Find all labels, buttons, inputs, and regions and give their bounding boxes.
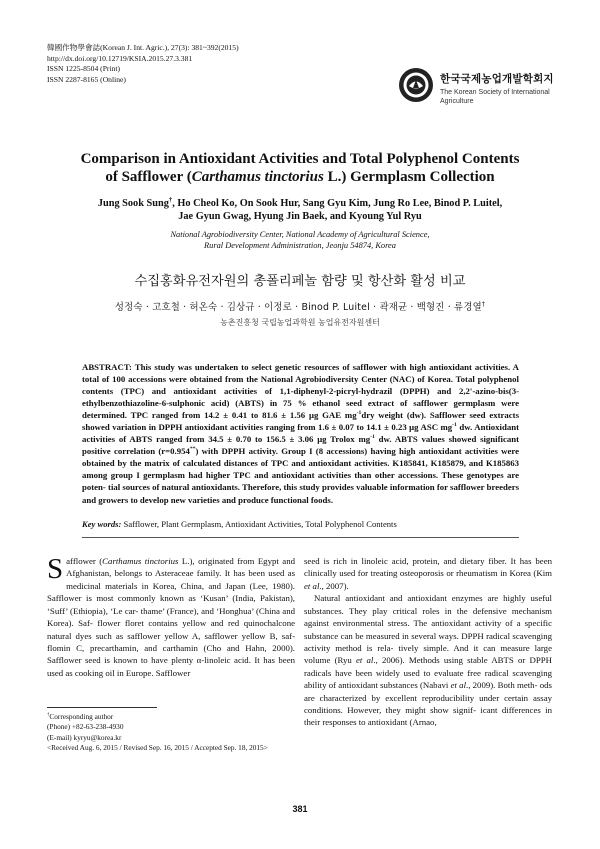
contact-phone: (Phone) +82-63-238-4930 — [47, 722, 124, 732]
section-divider — [82, 537, 519, 538]
page-number: 381 — [292, 804, 308, 814]
intro-paragraph: Safflower (Carthamus tinctorius L.), originated from Egypt and Afghanistan, belongs to Asteraceae family. It has been used as medicinal materials in Korea, China, and Japan (Lee, 1980). Safflower is most commonly known as ‘Kusan’ (India, Pakistan), ‘Suff’ (Ethiopia), ‘Le car- thame’ (France), and ‘Honghua’ (China and Korea). Saf- flower floret contains yellow and red quinochalcone natural dyes such as safflower yellow A, safflower yellow B, saf- flomin C, precarthamin, and carthamin (Cho and Hahn, 2000). Safflower seed is known to have plenty α-linoleic acid. It has been used as cooking oil in Europe. Safflower — [47, 553, 296, 678]
korean-title: 수집홍화유전자원의 총폴리페놀 함량 및 항산화 활성 비교 — [134, 274, 466, 289]
keywords-text: Safflower, Plant Germplasm, Antioxidant Activities, Total Polyphenol Contents — [123, 519, 397, 529]
doi-link[interactable]: http://dx.doi.org/10.12719/KSIA.2015.27.3.381 — [47, 53, 193, 63]
received-dates: <Received Aug. 6, 2015 / Revised Sep. 16, 2015 / Accepted Sep. 18, 2015> — [47, 743, 268, 753]
drop-cap: S — [47, 553, 64, 585]
abstract: ABSTRACT: This study was undertaken to select genetic resources of safflower with high antioxidant activities. A total of 100 accessions were obtained from the National Agrobiodiversity Center (NAC) of Korea. Total polyphenol contents (TPC) and antioxidant activities of 1,1-diphenyl-2-picryl-hydrazil (DPPH) and 2,2'-azino-bis(3-ethylbenzothiazoline-6-sulphonic acid) (ABTS) in 75 % ethanol seed extract of safflower germplasm were determined. TPC ranged from 14.2 ± 0.41 to 81.6 ± 1.56 μg GAE $mg^{-1}dry$ weight (dw). Safflower seed extracts showed variation in DPPH antioxidant activities ranging from 1.6 ± 0.07 to 14.1 ± 0.23 μg ASC $mg^{-1}$ dw. Antioxidant activities of ABTS ranged from 34.5 ± 0.70 to 156.5 ± 3.06 μg Trolox $mg^{-1}$ dw. ABTS values showed significant positive correlation (r=0.954**) with DPPH activity. Group I (8 accessions) having high antioxidant activities were obtained by the matrix of calculated distances of TPC and antioxidant activities. K185841, K185879, and K185863 among group I germplasm had higher TPC and antioxidant activities than other accessions. These genotypes are poten- tial sources of natural antioxidants. Therefore, this study provides valuable information for safflower breeders and growers to develop new varieties and produce functional foods. — [82, 362, 520, 505]
korean-authors: 성정숙 · 고호철 · 허온숙 · 김상규 · 이정로 · Binod P. Luitel · 곽재균 · 백형진 · 류경열† — [114, 300, 486, 313]
society-name-korean: 한국국제농업개발학회지 — [440, 73, 554, 85]
title-line-2: of Safflower (Carthamus tinctorius L.) Germplasm Collection — [105, 168, 495, 185]
author-line-2: Jae Gyun Gwag, Hyung Jin Baek, and Kyoung Yul Ryu — [178, 211, 422, 222]
keywords-label: Key words: — [82, 519, 122, 529]
society-block — [398, 62, 568, 118]
society-name-english: The Korean Society of International Agriculture — [440, 89, 550, 105]
issn-online: ISSN 2287-8165 (Online) — [47, 74, 126, 84]
author-list — [40, 197, 560, 223]
contact-email[interactable]: (E-mail) kyryu@korea.kr — [47, 732, 122, 742]
paragraph-antioxidant: Natural antioxidant and antioxidant enzymes are highly useful substances. They play critical roles in the defensive mechanism against environmental stress. The antioxidant activity of a specific substance can be measured in several ways. DPPH radical scavenging activity method is rela- tively simple. And it can measure large volume (Ryu et al., 2006). Methods using stable ABTS or DPPH radicals have been widely used to evaluate free radical scavenging ability of antioxidant substances (Nabavi et al., 2009). Both meth- ods are characterized by excellent reproducibility under certain assay conditions. However, they might show signif- icant differences in their responses to antioxidant (Arnao, — [304, 593, 553, 728]
corresponding-author: †Corresponding author — [47, 712, 114, 721]
paragraph-continued: seed is rich in linoleic acid, protein, and dietary fiber. It has been clinically used for treating osteoporosis or rheumatism in Korea (Kim et al., 2007). — [304, 556, 552, 591]
body-column-right — [304, 555, 552, 729]
footnote-divider — [47, 707, 157, 708]
author-line-1: Jung Sook Sung†, Ho Cheol Ko, On Sook Hur, Sang Gyu Kim, Jung Ro Lee, Binod P. Luitel, — [97, 196, 503, 209]
body-column-left — [47, 555, 295, 679]
journal-citation: 韓國作物學會誌(Korean J. Int. Agric.), 27(3): 381~392(2015) — [47, 43, 239, 52]
korean-affiliation: 농촌진흥청 국립농업과학원 농업유전자원센터 — [220, 318, 380, 327]
issn-print: ISSN 1225-8504 (Print) — [47, 64, 120, 74]
society-logo-icon — [398, 67, 434, 103]
affiliation: National Agrobiodiversity Center, National Academy of Agricultural Science, Rural Development Administration, Jeonju 54874, Korea — [170, 230, 430, 250]
abstract-label: ABSTRACT: — [82, 362, 132, 372]
title-line-1: Comparison in Antioxidant Activities and Total Polyphenol Contents — [80, 151, 520, 167]
footnote — [47, 712, 268, 754]
paper-title — [40, 151, 560, 186]
keywords — [82, 519, 519, 529]
journal-header — [47, 43, 239, 85]
